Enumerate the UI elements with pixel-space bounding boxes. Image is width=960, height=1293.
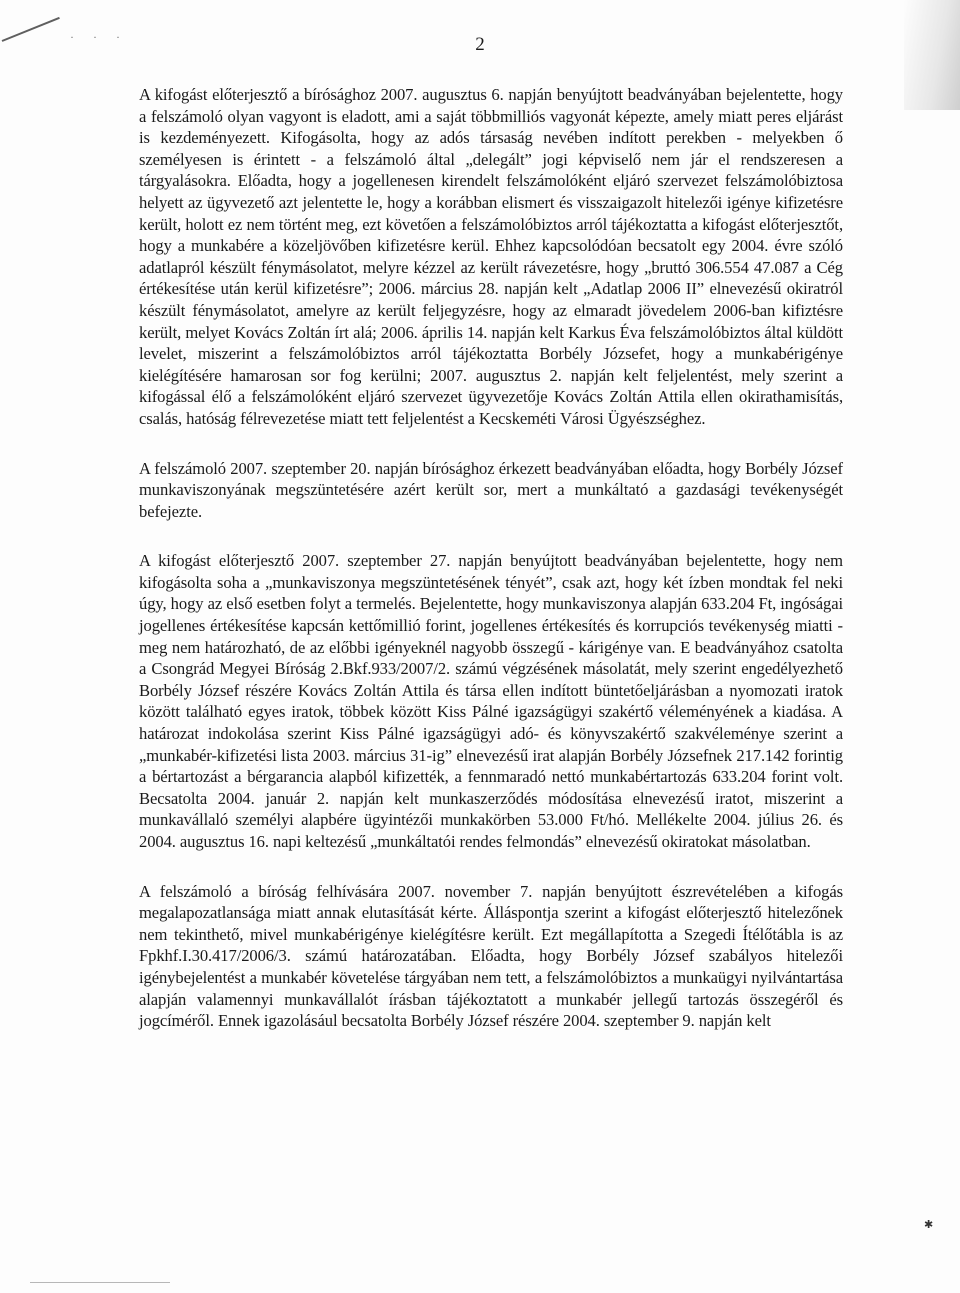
- paragraph: A kifogást előterjesztő a bírósághoz 2007. augusztus 6. napján benyújtott beadványában bejelentette, hogy a felszámoló olyan vagyont is eladott, ami a saját többmilliós vagyonát képezte, amely miatt peres eljárást is kezdeményezett. Kifogásolta, hogy az adós társaság nevében indított perekben - melyekben ő személyesen is érintett - a felszámoló által „delegált” jogi képviselő nem jár el rendszeresen a tárgyalásokra. Előadta, hogy a jogellenesen kirendelt felszámolóként eljáró szervezet felszámolóbiztosa helyett az ügyvezető azt jelentette le, hogy a korábban elismert és visszaigazolt hitelezői igénye kifizetésre került, holott ez nem történt meg, ezt követően a felszámolóbiztos arról tájékoztatta a kifogást előterjesztőt, hogy a munkabére a közeljövőben kifizetésre kerül. Ehhez kapcsolódóan becsatolt egy 2004. évre szóló adatlapról készült fénymásolatot, melyre kézzel az került rávezetésre, hogy „bruttó 306.554 47.087 a Cég értékesítése után kerül kifizetésre”; 2006. március 28. napján kelt „Adatlap 2006 II” elnevezésű okiratról készült fénymásolatot, amelyre az került feljegyzésre, hogy az elmaradt jövedelem 2006-ban kifiztésre került, melyet Kovács Zoltán írt alá; 2006. április 14. napján kelt Karkus Éva felszámolóbiztos által küldött levelet, miszerint a felszámolóbiztos arról tájékoztatta Borbély Józsefet, hogy a munkabérigénye kielégítésére hamarosan sor fog kerülni; 2007. augusztus 2. napján kelt feljelentést, mely szerint a kifogással élő a felszámolóként eljáró szervezet ügyvezetője Kovács Zoltán Attila ellen okirathamisítás, csalás, hatóság félrevezetése miatt tett feljelentést a Kecskeméti Városi Ügyészséghez.: [139, 85, 843, 428]
- paragraph: A felszámoló a bíróság felhívására 2007. november 7. napján benyújtott észrevételében a kifogás megalapozatlansága miatt annak elutasítását kérte. Álláspontja szerint a kifogást előterjesztő hitelezőnek nem tekinthető, mivel munkabérigénye kielégítésre került. Ezt megállapította a Szegedi Ítélőtábla is az Fpkhf.I.30.417/2006/3. számú határozatában. Előadta, hogy Borbély József szabályos hitelezői igénybejelentést a munkabér követelése tárgyában nem tett, a felszámolóbiztos a munkaügyi nyilvántartása alapján valamennyi munkavállalót írásban tájékoztatott a munkabér jellegű tartozás összegéről és jogcíméről. Ennek igazolásául becsatolta Borbély József részére 2004. szeptember 9. napján kelt: [139, 881, 843, 1031]
- document-body: [139, 84, 843, 1060]
- scan-dots: · · ·: [70, 30, 128, 44]
- scan-line: [30, 1282, 170, 1283]
- paragraph: A felszámoló 2007. szeptember 20. napján bírósághoz érkezett beadványában előadta, hogy Borbély József munkaviszonyának megszüntetésére azért került sor, mert a munkáltató a gazdasági tevékenységét befejezte.: [139, 458, 843, 521]
- scan-speck: ✱: [924, 1219, 934, 1231]
- paragraph: A kifogást előterjesztő 2007. szeptember 27. napján benyújtott beadványában bejelentette, hogy nem kifogásolta soha a „munkaviszonya megszüntetésének tényét”, csak azt, hogy két ízben mondtak fel neki úgy, hogy az első esetben folyt a termelés. Bejelentette, hogy munkaviszonya alapján 633.204 Ft, ingóságai jogellenes értékesítése kapcsán kettőmillió forint, jogellenes értékesítés és korrupciós tevékenység miatti - meg nem határozható, de az előbbi igényeknél nagyobb összegű - kárigénye van. E beadványához csatolta a Csongrád Megyei Bíróság 2.Bkf.933/2007/2. számú végzésének másolatát, mely szerint engedélyezhető Borbély József részére Kovács Zoltán Attila és társa ellen indított büntetőeljárásban a nyomozati iratok között található egyes iratok, többek között Kiss Pálné igazságügyi szakértő véleményének a kiadása. A határozat indokolása szerint Kiss Pálné igazságügyi adó- és könyvszakértő szakvéleménye szerint a „munkabér-kifizetési lista 2003. március 31-ig” elnevezésű irat alapján Borbély Józsefnek 217.142 forintig a bértartozást a bérgarancia alapból kifizették, a fennmaradó nettó munkabértartozás 633.204 forint volt. Becsatolta 2004. január 2. napján kelt munkaszerződés módosítása elnevezésű iratot, miszerint a munkavállaló személyi alapbére ügyintézői munkakörben 53.000 Ft/hó. Mellékelte 2004. július 26. és 2004. augusztus 16. napi keltezésű „munkáltatói rendes felmondás” elnevezésű okiratokat másolatban.: [139, 551, 843, 851]
- page-number: 2: [475, 34, 485, 55]
